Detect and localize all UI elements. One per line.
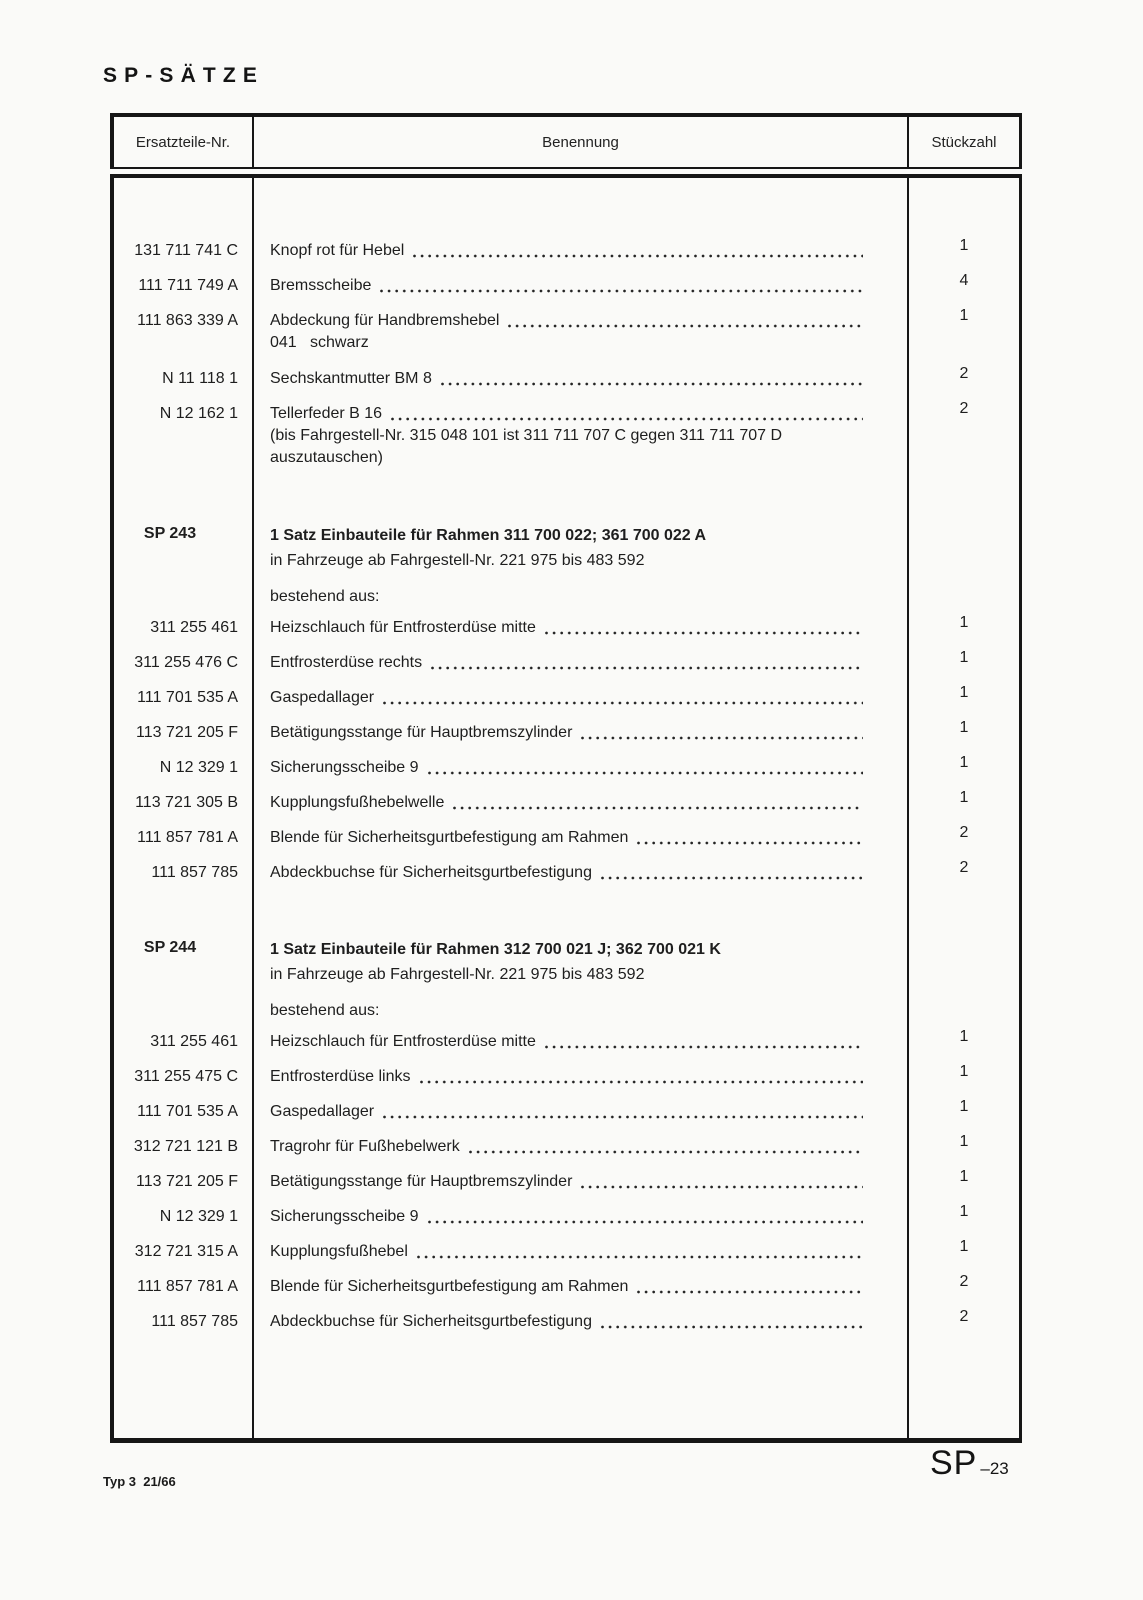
designation-line [270,652,863,673]
quantity-cell [909,859,1019,883]
designation-text: Abdeckbuchse für Sicherheitsgurtbefestigung [270,864,592,881]
quantity-cell [909,365,1019,389]
table-row [114,1098,1019,1122]
designation-text: Blende für Sicherheitsgurtbefestigung am Rahmen [270,829,629,846]
part-number-cell: 111 701 535 A [137,1103,238,1120]
table-row [114,614,1019,638]
table-row [114,789,1019,813]
quantity-value: 1 [959,719,969,736]
quantity-value: 1 [959,1028,969,1045]
designation-line [270,687,863,708]
leader-dots [420,1080,863,1084]
table-row [114,719,1019,743]
designation-text: Abdeckbuchse für Sicherheitsgurtbefestigung [270,1313,592,1330]
designation-cell [254,792,909,813]
quantity-cell [909,684,1019,708]
part-number-cell: 113 721 205 F [135,1173,238,1190]
quantity-cell [909,649,1019,673]
section-intro-row [114,586,1019,607]
table-row [114,824,1019,848]
table-header [110,113,1022,169]
quantity-value: 1 [959,307,969,324]
designation-cell [254,1031,909,1052]
quantity-value: 1 [959,237,969,254]
table-row [114,1168,1019,1192]
designation-text: Entfrosterdüse rechts [270,654,423,671]
quantity-cell [909,1238,1019,1262]
designation-line [270,240,863,261]
quantity-cell [909,1133,1019,1157]
designation-text: Tragrohr für Fußhebelwerk [270,1138,460,1155]
designation-cell [254,310,909,354]
table-row [114,365,1019,389]
quantity-value: 2 [959,824,969,841]
leader-dots [431,666,863,670]
designation-cell [254,862,909,883]
parts-table [110,113,1022,1443]
designation-note: 041 schwarz [270,334,369,351]
page-title: SP-SÄTZE [103,64,264,87]
designation-cell [254,1276,909,1297]
part-number-cell: N 12 162 1 [159,405,238,422]
leader-dots [453,806,863,810]
quantity-value: 2 [959,365,969,382]
designation-line [270,310,863,331]
designation-line [270,617,863,638]
table-row [114,1028,1019,1052]
designation-cell [254,1241,909,1262]
designation-cell [254,1311,909,1332]
part-number-cell: 131 711 741 C [134,242,238,259]
part-number-cell: 111 857 781 A [137,1278,238,1295]
leader-dots [428,1220,863,1224]
designation-text: Kupplungsfußhebelwelle [270,794,445,811]
section-intro-row [114,1000,1019,1021]
designation-line [270,862,863,883]
column-divider [907,178,909,1438]
designation-cell [254,403,909,469]
designation-cell [254,617,909,638]
leader-dots [428,771,863,775]
table-row [114,400,1019,469]
part-number-cell: 311 255 475 C [134,1068,238,1085]
leader-dots [380,289,863,293]
column-divider [252,178,254,1438]
designation-text: Heizschlauch für Entfrosterdüse mitte [270,1033,536,1050]
leader-dots [581,736,863,740]
part-number-cell: 111 857 785 [151,1313,238,1330]
leader-dots [383,701,863,705]
leader-dots [417,1255,863,1259]
quantity-value: 2 [959,1273,969,1290]
quantity-value: 1 [959,789,969,806]
set-title-block [254,523,909,573]
designation-cell [254,275,909,296]
designation-text: Bremsscheibe [270,277,372,294]
designation-text: Sicherungsscheibe 9 [270,1208,419,1225]
leader-dots [601,876,863,880]
footer-doc-reference: Typ 3 21/66 [103,1474,176,1489]
leader-dots [601,1325,863,1329]
quantity-cell [909,1308,1019,1332]
footer-page-number [930,1444,1009,1483]
designation-text: Tellerfeder B 16 [270,405,383,422]
leader-dots [469,1150,863,1154]
set-header [114,937,1019,987]
designation-line [270,403,863,424]
part-number-cell: N 12 329 1 [159,1208,238,1225]
quantity-cell [909,824,1019,848]
part-number-cell: 113 721 205 F [135,724,238,741]
table-row [114,1133,1019,1157]
part-number-cell: 311 255 476 C [134,654,238,671]
quantity-value: 1 [959,684,969,701]
designation-cell [254,240,909,261]
designation-line [270,1241,863,1262]
designation-cell [254,1206,909,1227]
set-title-block [254,937,909,987]
table-row [114,754,1019,778]
table-row [114,1063,1019,1087]
table-row [114,1203,1019,1227]
designation-cell [254,1136,909,1157]
table-row [114,649,1019,673]
quantity-value: 1 [959,1238,969,1255]
set-subtitle: in Fahrzeuge ab Fahrgestell-Nr. 221 975 bis 483 592 [270,966,645,983]
table-row [114,1238,1019,1262]
table-row [114,1273,1019,1297]
designation-cell [254,652,909,673]
designation-text: Kupplungsfußhebel [270,1243,408,1260]
designation-text: Gaspedallager [270,1103,375,1120]
quantity-cell [909,1063,1019,1087]
part-number-cell: N 12 329 1 [159,759,238,776]
set-number: SP 244 [143,939,197,956]
quantity-cell [909,789,1019,813]
section-intro: bestehend aus: [270,588,380,605]
part-number-cell: 111 857 781 A [137,829,238,846]
designation-text: Gaspedallager [270,689,375,706]
designation-line [270,1101,863,1122]
part-number-cell: 111 701 535 A [137,689,238,706]
quantity-value: 1 [959,614,969,631]
quantity-cell [909,1168,1019,1192]
designation-text: Sechskantmutter BM 8 [270,370,432,387]
set-title: 1 Satz Einbauteile für Rahmen 312 700 021 J; 362 700 021 K [270,941,721,958]
designation-text: Sicherungsscheibe 9 [270,759,419,776]
leader-dots [637,1290,863,1294]
designation-line [270,275,863,296]
designation-cell [254,1171,909,1192]
table-row [114,272,1019,296]
column-header-part-number: Ersatzteile-Nr. [114,117,254,167]
quantity-value: 1 [959,754,969,771]
designation-line [270,368,863,389]
quantity-value: 1 [959,1098,969,1115]
quantity-value: 2 [959,859,969,876]
table-row [114,237,1019,261]
set-number: SP 243 [143,525,197,542]
quantity-value: 1 [959,1203,969,1220]
quantity-cell [909,1203,1019,1227]
section-intro: bestehend aus: [270,1002,380,1019]
column-header-designation: Benennung [254,117,909,167]
quantity-cell [909,614,1019,638]
designation-line [270,827,863,848]
quantity-value: 1 [959,649,969,666]
quantity-cell [909,272,1019,296]
table-row [114,859,1019,883]
quantity-cell [909,1098,1019,1122]
quantity-value: 1 [959,1168,969,1185]
table-body [110,174,1022,1443]
designation-text: Betätigungsstange für Hauptbremszylinder [270,724,573,741]
designation-text: Heizschlauch für Entfrosterdüse mitte [270,619,536,636]
leader-dots [383,1115,863,1119]
set-title: 1 Satz Einbauteile für Rahmen 311 700 022; 361 700 022 A [270,527,707,544]
leader-dots [545,1045,863,1049]
designation-note: (bis Fahrgestell-Nr. 315 048 101 ist 311 711 707 C gegen 311 711 707 D auszutauschen) [270,427,783,466]
quantity-cell [909,307,1019,331]
part-number-cell: 311 255 461 [150,1033,238,1050]
quantity-value: 2 [959,1308,969,1325]
parts-section [114,937,1019,1332]
leader-dots [413,254,863,258]
designation-text: Entfrosterdüse links [270,1068,411,1085]
designation-cell [254,1066,909,1087]
quantity-value: 2 [959,400,969,417]
page-number-suffix: –23 [980,1459,1009,1478]
part-number-cell: N 11 118 1 [162,370,238,387]
quantity-cell [909,1273,1019,1297]
leader-dots [637,841,863,845]
designation-line [270,1031,863,1052]
set-header [114,523,1019,573]
table-row [114,1308,1019,1332]
leader-dots [545,631,863,635]
designation-cell [254,1101,909,1122]
set-subtitle: in Fahrzeuge ab Fahrgestell-Nr. 221 975 bis 483 592 [270,552,645,569]
part-number-cell: 113 721 305 B [135,794,238,811]
leader-dots [581,1185,863,1189]
parts-section [114,237,1019,469]
part-number-cell: 311 255 461 [150,619,238,636]
column-header-quantity: Stückzahl [931,133,997,151]
designation-cell [254,687,909,708]
quantity-cell [909,754,1019,778]
quantity-value: 1 [959,1133,969,1150]
quantity-cell [909,400,1019,424]
quantity-cell [909,1028,1019,1052]
designation-line [270,1066,863,1087]
quantity-cell [909,719,1019,743]
quantity-value: 1 [959,1063,969,1080]
parts-section [114,523,1019,883]
designation-cell [254,722,909,743]
designation-text: Knopf rot für Hebel [270,242,405,259]
designation-text: Betätigungsstange für Hauptbremszylinder [270,1173,573,1190]
quantity-cell [909,237,1019,261]
page-number-prefix: SP [930,1444,978,1482]
designation-line [270,757,863,778]
designation-line [270,1311,863,1332]
table-row [114,307,1019,354]
designation-cell [254,827,909,848]
designation-line [270,722,863,743]
leader-dots [391,417,863,421]
leader-dots [508,324,863,328]
designation-text: Abdeckung für Handbremshebel [270,312,500,329]
designation-cell [254,757,909,778]
part-number-cell: 312 721 315 A [134,1243,238,1260]
designation-text: Blende für Sicherheitsgurtbefestigung am Rahmen [270,1278,629,1295]
leader-dots [441,382,863,386]
table-row [114,684,1019,708]
designation-line [270,792,863,813]
part-number-cell: 312 721 121 B [133,1138,238,1155]
quantity-value: 4 [959,272,969,289]
designation-line [270,1206,863,1227]
designation-line [270,1136,863,1157]
part-number-cell: 111 857 785 [151,864,238,881]
designation-line [270,1276,863,1297]
part-number-cell: 111 863 339 A [137,312,238,329]
part-number-cell: 111 711 749 A [138,277,238,294]
designation-cell [254,368,909,389]
designation-line [270,1171,863,1192]
